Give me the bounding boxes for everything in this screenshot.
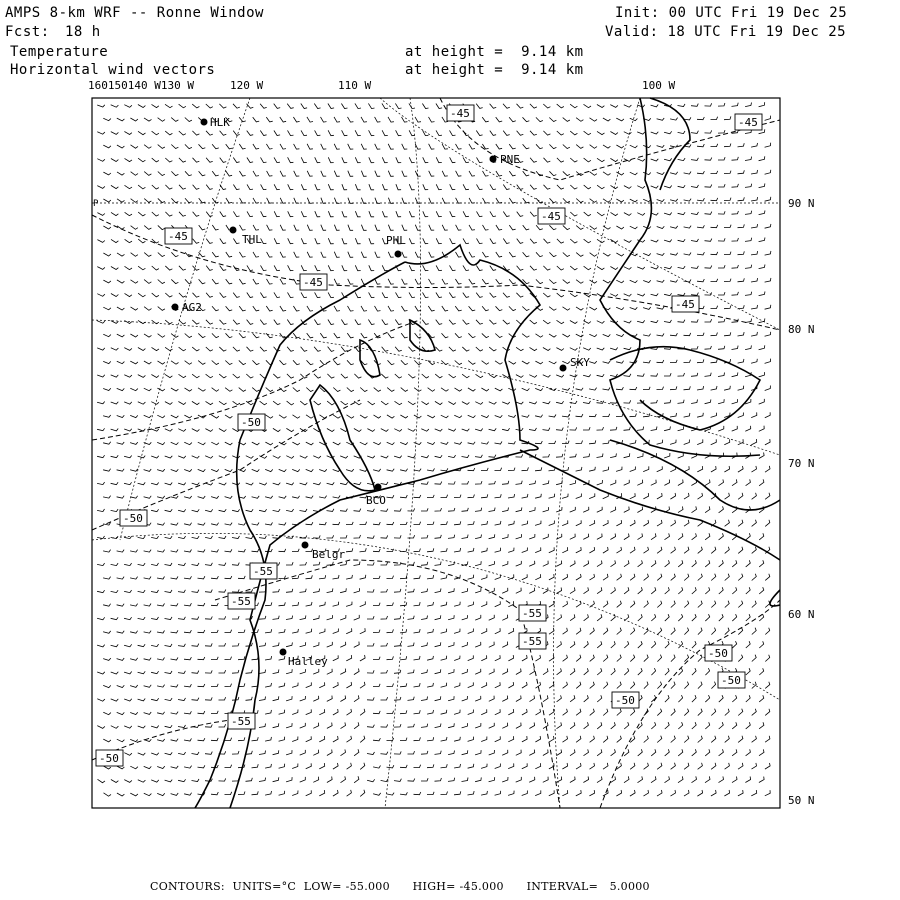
station-label-belgr: Belgr xyxy=(312,548,346,561)
lat-label-60: 60 N xyxy=(788,608,815,621)
lon-label-110: 110 W xyxy=(338,79,372,92)
contour-label xyxy=(735,114,762,130)
contour-label xyxy=(238,414,265,430)
contour-label xyxy=(300,274,327,290)
lat-label-80: 80 N xyxy=(788,323,815,336)
station-markers xyxy=(172,119,567,656)
coastline-ellsworth xyxy=(520,450,780,560)
station-label-ag2: AG2 xyxy=(182,301,202,314)
contour-label xyxy=(96,750,123,766)
station-dot-thl xyxy=(230,227,237,234)
coastline-peninsula-tip xyxy=(650,98,690,190)
height-temperature: at height = 9.14 km xyxy=(405,44,584,60)
station-label-bco: BCO xyxy=(366,494,386,507)
station-label-thl: THL xyxy=(242,233,262,246)
temperature-contours xyxy=(92,98,780,808)
svg-text:-50: -50 xyxy=(99,752,119,765)
forecast-value: 18 h xyxy=(65,24,101,40)
svg-text:-55: -55 xyxy=(231,715,251,728)
svg-text:-45: -45 xyxy=(541,210,561,223)
contour-label xyxy=(705,645,732,661)
svg-text:-50: -50 xyxy=(241,416,261,429)
contour-label xyxy=(120,510,147,526)
station-label-hlk: HLK xyxy=(210,116,230,129)
contour-label xyxy=(250,563,277,579)
init-time: Init: 00 UTC Fri 19 Dec 25 xyxy=(615,5,848,21)
latitude-line-70 xyxy=(92,533,780,700)
coastline-ronne-east xyxy=(230,245,540,808)
svg-text:-50: -50 xyxy=(708,647,728,660)
contour-labels xyxy=(96,105,762,766)
station-label-halley: Halley xyxy=(288,655,328,668)
plot-frame xyxy=(92,98,780,808)
contour-label xyxy=(519,633,546,649)
station-dot-pne xyxy=(490,156,497,163)
svg-text:-45: -45 xyxy=(738,116,758,129)
height-wind: at height = 9.14 km xyxy=(405,62,584,78)
contour-label xyxy=(447,105,474,121)
longitude-line-110 xyxy=(385,98,421,808)
station-dot-phl xyxy=(395,251,402,258)
forecast-label: Fcst: xyxy=(5,24,50,40)
contour-label xyxy=(228,713,255,729)
pole-marker: P xyxy=(93,199,99,209)
station-dot-sky xyxy=(560,365,567,372)
station-dot-hlk xyxy=(201,119,208,126)
ice-rise-henry xyxy=(360,340,380,377)
valid-time: Valid: 18 UTC Fri 19 Dec 25 xyxy=(605,24,847,40)
svg-text:-55: -55 xyxy=(253,565,273,578)
svg-text:-55: -55 xyxy=(522,607,542,620)
contour-label xyxy=(672,296,699,312)
contour-label xyxy=(612,692,639,708)
contour-label xyxy=(228,593,255,609)
station-labels xyxy=(182,116,590,668)
contour-label xyxy=(165,228,192,244)
contour-minus45-b xyxy=(440,98,780,180)
station-dot-belgr xyxy=(302,542,309,549)
svg-text:-45: -45 xyxy=(675,298,695,311)
station-dot-bco xyxy=(375,484,382,491)
contour-label xyxy=(519,605,546,621)
lon-label-100: 100 W xyxy=(642,79,676,92)
coastline-bellingshausen xyxy=(770,590,780,606)
station-label-pne: PNE xyxy=(500,153,520,166)
lon-label-160-130: 160150140 W130 W xyxy=(88,79,194,92)
station-label-sky: SKY xyxy=(570,356,590,369)
station-label-phl: PHL xyxy=(386,234,406,247)
svg-text:-50: -50 xyxy=(123,512,143,525)
field-temperature: Temperature xyxy=(10,44,109,60)
coastline-english xyxy=(610,440,780,510)
longitude-line-120 xyxy=(120,98,250,540)
ice-rise-berkner xyxy=(310,385,375,491)
svg-text:-50: -50 xyxy=(615,694,635,707)
svg-text:-50: -50 xyxy=(721,674,741,687)
lat-label-90: 90 N xyxy=(788,197,815,210)
lon-label-120: 120 W xyxy=(230,79,264,92)
station-dot-halley xyxy=(280,649,287,656)
contour-label xyxy=(718,672,745,688)
ice-rise-korff xyxy=(410,320,435,351)
svg-text:-45: -45 xyxy=(303,276,323,289)
lat-label-70: 70 N xyxy=(788,457,815,470)
coastline-alexander-island xyxy=(610,347,760,430)
svg-text:-45: -45 xyxy=(450,107,470,120)
field-wind-vectors: Horizontal wind vectors xyxy=(10,62,216,78)
graticule xyxy=(92,98,780,808)
svg-text:-55: -55 xyxy=(231,595,251,608)
contour-label xyxy=(538,208,565,224)
map-title: AMPS 8-km WRF -- Ronne Window xyxy=(5,5,264,21)
station-dot-ag2 xyxy=(172,304,179,311)
svg-text:-45: -45 xyxy=(168,230,188,243)
svg-text:-55: -55 xyxy=(522,635,542,648)
contour-info-footer: CONTOURS: UNITS=°C LOW= -55.000 HIGH= -45.000 INTERVAL= 5.0000 xyxy=(150,880,650,893)
lat-label-50: 50 N xyxy=(788,794,815,807)
contour-minus55 xyxy=(215,560,560,808)
